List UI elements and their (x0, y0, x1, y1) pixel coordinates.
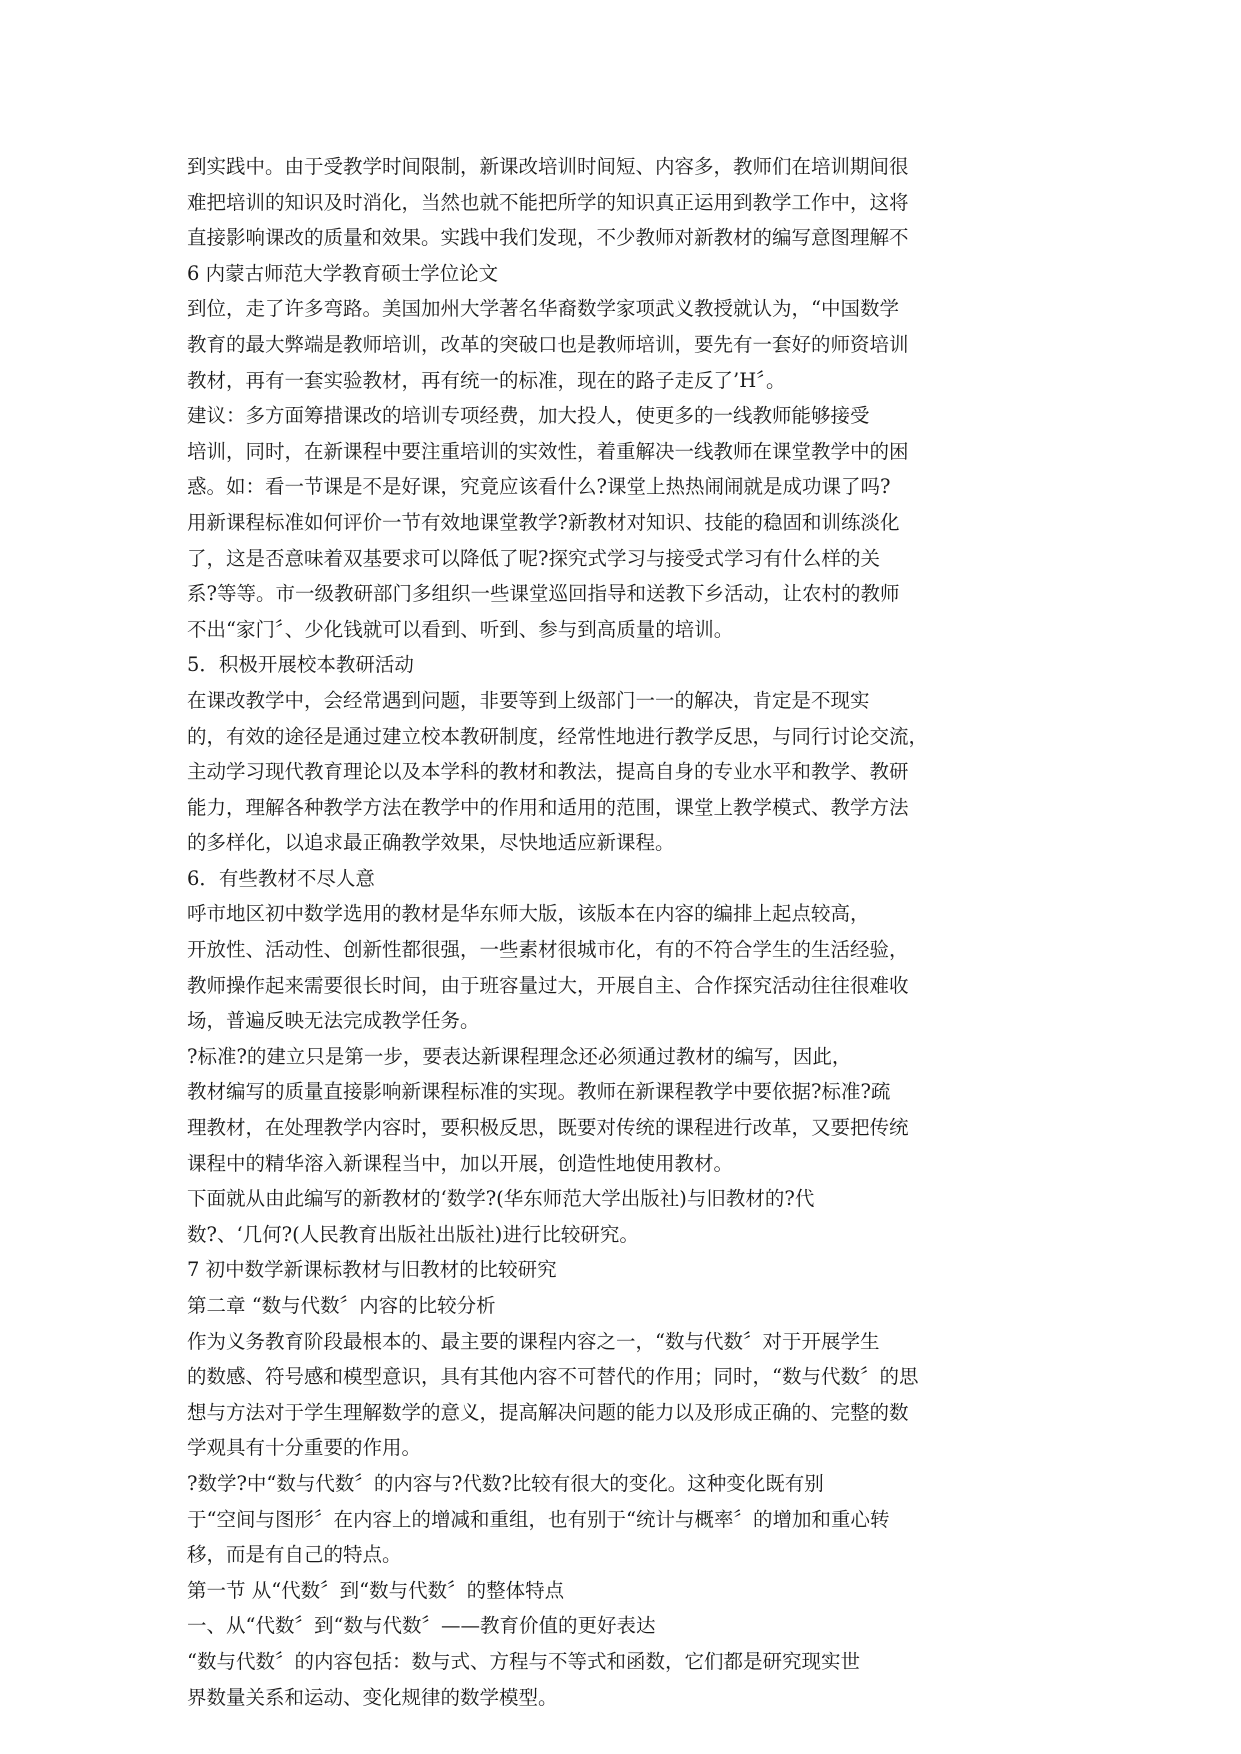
text-line: 理教材，在处理教学内容时，要积极反思，既要对传统的课程进行改革，又要把传统 (187, 1116, 909, 1140)
text-line: 培训，同时，在新课程中要注重培训的实效性，着重解决一线教师在课堂教学中的困 (187, 439, 909, 463)
text-line: 了，这是否意味着双基要求可以降低了呢?探究式学习与接受式学习有什么样的关 (187, 546, 880, 570)
section-heading: 6．有些教材不尽人意 (187, 866, 375, 890)
text-line: 到实践中。由于受教学时间限制，新课改培训时间短、内容多，教师们在培训期间很 (187, 155, 909, 178)
text-line: 能力，理解各种教学方法在教学中的作用和适用的范围，课堂上教学模式、教学方法 (187, 795, 909, 819)
text-line: 学观具有十分重要的作用。 (187, 1436, 422, 1460)
text-line: 主动学习现代教育理论以及本学科的教材和教法，提高自身的专业水平和教学、教研 (187, 760, 909, 784)
text-line: 用新课程标准如何评价一节有效地课堂教学?新教材对知识、技能的稳固和训练淡化 (187, 510, 900, 534)
document-body (187, 149, 1067, 1715)
text-line: 教材，再有一套实验教材，再有统一的标准，现在的路子走反了’H〞。 (187, 368, 786, 392)
text-line: 界数量关系和运动、变化规律的数学模型。 (187, 1685, 558, 1709)
text-line: 开放性、活动性、创新性都很强，一些素材很城市化，有的不符合学生的生活经验， (187, 938, 909, 962)
text-line: 教育的最大弊端是教师培训，改革的突破口也是教师培训，要先有一套好的师资培训 (187, 332, 909, 356)
text-line: 在课改教学中，会经常遇到问题，非要等到上级部门一一的解决，肯定是不现实 (187, 688, 870, 712)
text-line: 系?等等。市一级教研部门多组织一些课堂巡回指导和送教下乡活动，让农村的教师 (187, 582, 900, 606)
text-line: “数与代数〞的内容包括：数与式、方程与不等式和函数，它们都是研究现实世 (187, 1649, 860, 1673)
text-line: 到位，走了许多弯路。美国加州大学著名华裔数学家项武义教授就认为，“中国数学 (187, 297, 899, 321)
text-line: 教师操作起来需要很长时间，由于班容量过大，开展自主、合作探究活动往往很难收 (187, 973, 909, 997)
text-line: ?数学?中“数与代数〞的内容与?代数?比较有很大的变化。这种变化既有别 (187, 1471, 824, 1495)
text-line: 直接影响课改的质量和效果。实践中我们发现，不少教师对新教材的编写意图理解不 (187, 226, 909, 250)
text-line: ?标准?的建立只是第一步，要表达新课程理念还必须通过教材的编写，因此， (187, 1044, 852, 1068)
text-line: 惑。如：看一节课是不是好课，究竟应该看什么?课堂上热热闹闹就是成功课了吗? (187, 475, 891, 499)
text-line: 呼市地区初中数学选用的教材是华东师大版，该版本在内容的编排上起点较高， (187, 902, 870, 926)
text-line: 教材编写的质量直接影响新课程标准的实现。教师在新课程教学中要依据?标准?疏 (187, 1080, 891, 1104)
chapter-heading: 第二章 “数与代数〞内容的比较分析 (187, 1294, 496, 1317)
text-line: 的数感、符号感和模型意识，具有其他内容不可替代的作用；同时，“数与代数〞的思 (187, 1365, 919, 1389)
text-line: 数?、‘几何?(人民教育出版社出版社)进行比较研究。 (187, 1222, 639, 1246)
subsection-heading: 一、从“代数〞到“数与代数〞——教育价值的更好表达 (187, 1614, 656, 1638)
section-heading: 5．积极开展校本教研活动 (187, 653, 414, 677)
text-line: 建议：多方面筹措课改的培训专项经费，加大投人，使更多的一线教师能够接受 (187, 404, 870, 428)
text-line: 于“空间与图形〞在内容上的增减和重组，也有别于“统计与概率〞的增加和重心转 (187, 1507, 890, 1531)
running-header: 6 内蒙古师范大学教育硕士学位论文 (187, 261, 499, 285)
text-line: 场，普遍反映无法完成教学任务。 (187, 1009, 480, 1033)
text-line: 作为义务教育阶段最根本的、最主要的课程内容之一，“数与代数〞对于开展学生 (187, 1329, 880, 1353)
text-line: 课程中的精华溶入新课程当中，加以开展，创造性地使用教材。 (187, 1151, 734, 1175)
text-line: 下面就从由此编写的新教材的‘数学?(华东师范大学出版社)与旧教材的?代 (187, 1187, 815, 1211)
text-line: 想与方法对于学生理解数学的意义，提高解决问题的能力以及形成正确的、完整的数 (187, 1400, 909, 1424)
text-line: 的，有效的途径是通过建立校本教研制度，经常性地进行教学反思，与同行讨论交流， (187, 724, 929, 748)
section-heading: 第一节 从“代数〞到“数与代数〞的整体特点 (187, 1578, 565, 1602)
text-line: 不出“家门〞、少化钱就可以看到、听到、参与到高质量的培训。 (187, 617, 734, 641)
text-line: 的多样化，以追求最正确教学效果，尽快地适应新课程。 (187, 831, 675, 855)
running-header: 7 初中数学新课标教材与旧教材的比较研究 (187, 1258, 557, 1282)
text-line: 移，而是有自己的特点。 (187, 1543, 402, 1567)
text-line: 难把培训的知识及时消化，当然也就不能把所学的知识真正运用到教学工作中，这将 (187, 190, 909, 214)
